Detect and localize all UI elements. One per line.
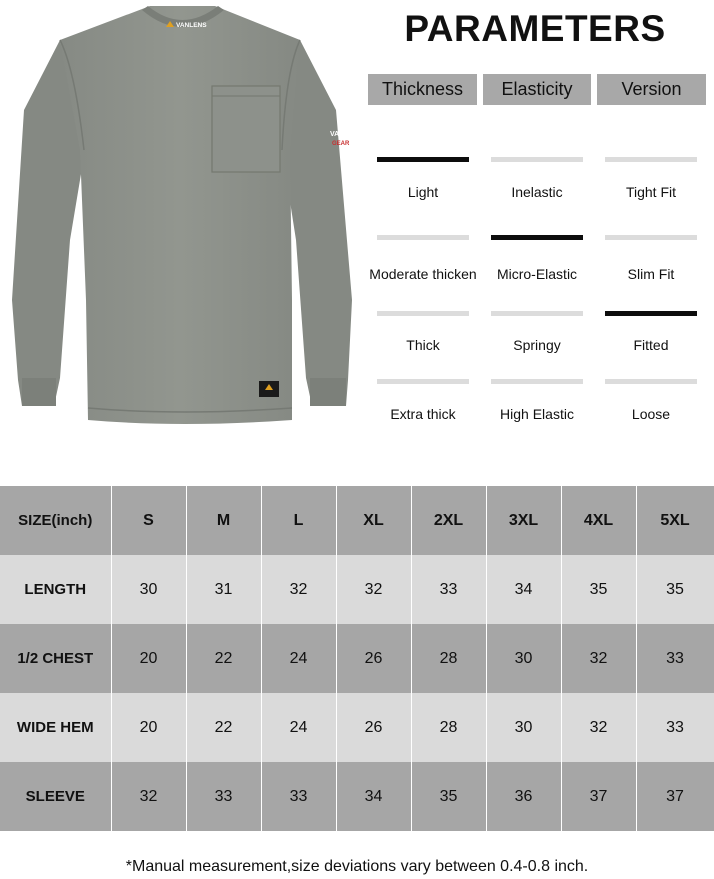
shirt-image [0, 0, 365, 440]
measurement-value: 34 [336, 762, 411, 831]
size-chart-table [0, 486, 714, 831]
param-option-version-0: Tight Fit [625, 184, 677, 200]
measurement-value: 30 [486, 693, 561, 762]
parameters-title: PARAMETERS [404, 8, 666, 49]
table-row [0, 762, 714, 831]
measurement-value: 33 [261, 762, 336, 831]
size-header-label: SIZE(inch) [0, 486, 111, 555]
size-header-cell: XL [336, 486, 411, 555]
measurement-value: 28 [411, 693, 486, 762]
param-bar-elasticity-3 [491, 379, 583, 384]
param-bar-thickness-1 [377, 235, 469, 240]
shirt-body [60, 6, 300, 424]
param-bar-version-3 [605, 379, 697, 384]
measurement-value: 37 [636, 762, 714, 831]
measurement-value: 36 [486, 762, 561, 831]
param-bar-thickness-2 [377, 311, 469, 316]
measurement-value: 33 [186, 762, 261, 831]
size-header-cell: M [186, 486, 261, 555]
measurement-value: 32 [111, 762, 186, 831]
param-heading-thickness: Thickness [368, 74, 477, 105]
param-heading-elasticity: Elasticity [483, 74, 591, 105]
param-bar-version-1 [605, 235, 697, 240]
param-option-thickness-2: Thick [406, 337, 440, 353]
measurement-value: 35 [561, 555, 636, 624]
measurement-value: 20 [111, 693, 186, 762]
param-option-thickness-3: Extra thick [390, 406, 456, 422]
measurement-value: 20 [111, 624, 186, 693]
measurement-label: LENGTH [0, 555, 111, 624]
measurement-value: 24 [261, 624, 336, 693]
measurement-value: 31 [186, 555, 261, 624]
measurement-value: 30 [486, 624, 561, 693]
measurement-value: 33 [636, 693, 714, 762]
measurement-value: 33 [636, 624, 714, 693]
size-header-row [0, 486, 714, 555]
table-row [0, 624, 714, 693]
measurement-label: WIDE HEM [0, 693, 111, 762]
measurement-value: 26 [336, 624, 411, 693]
measurement-value: 34 [486, 555, 561, 624]
measurement-value: 22 [186, 624, 261, 693]
sleeve-brand: VANLENS [330, 131, 363, 138]
measurement-value: 35 [411, 762, 486, 831]
collar-brand: VANLENS [176, 22, 207, 29]
measurement-value: 33 [411, 555, 486, 624]
measurement-value: 30 [111, 555, 186, 624]
measurement-value: 32 [336, 555, 411, 624]
measurement-value: 32 [561, 624, 636, 693]
size-header-cell: 4XL [561, 486, 636, 555]
measurement-footnote: *Manual measurement,size deviations vary between 0.4-0.8 inch. [125, 858, 589, 875]
param-bar-version-0 [605, 157, 697, 162]
param-option-version-1: Slim Fit [627, 266, 675, 282]
table-row [0, 555, 714, 624]
param-bar-elasticity-1 [491, 235, 583, 240]
param-option-thickness-0: Light [407, 184, 439, 200]
chest-pocket [212, 86, 280, 172]
size-header-cell: 5XL [636, 486, 714, 555]
param-option-elasticity-1: Micro-Elastic [496, 266, 578, 282]
size-header-cell: L [261, 486, 336, 555]
param-option-elasticity-0: Inelastic [511, 184, 563, 200]
param-heading-version: Version [597, 74, 706, 105]
measurement-label: SLEEVE [0, 762, 111, 831]
param-bar-thickness-0 [377, 157, 469, 162]
size-header-cell: 2XL [411, 486, 486, 555]
param-option-version-3: Loose [631, 406, 671, 422]
table-row [0, 693, 714, 762]
param-bar-elasticity-2 [491, 311, 583, 316]
param-bar-version-2 [605, 311, 697, 316]
size-header-cell: 3XL [486, 486, 561, 555]
measurement-value: 24 [261, 693, 336, 762]
measurement-value: 35 [636, 555, 714, 624]
measurement-value: 28 [411, 624, 486, 693]
measurement-value: 32 [561, 693, 636, 762]
param-bar-elasticity-0 [491, 157, 583, 162]
size-header-cell: S [111, 486, 186, 555]
param-option-elasticity-2: Springy [513, 337, 561, 353]
measurement-value: 26 [336, 693, 411, 762]
param-option-version-2: Fitted [633, 337, 669, 353]
measurement-value: 22 [186, 693, 261, 762]
measurement-value: 32 [261, 555, 336, 624]
param-bar-thickness-3 [377, 379, 469, 384]
param-option-elasticity-3: High Elastic [500, 406, 574, 422]
sleeve-brand-sub: GEAR [332, 141, 350, 147]
measurement-label: 1/2 CHEST [0, 624, 111, 693]
measurement-value: 37 [561, 762, 636, 831]
param-option-thickness-1: Moderate thicken [369, 266, 477, 282]
